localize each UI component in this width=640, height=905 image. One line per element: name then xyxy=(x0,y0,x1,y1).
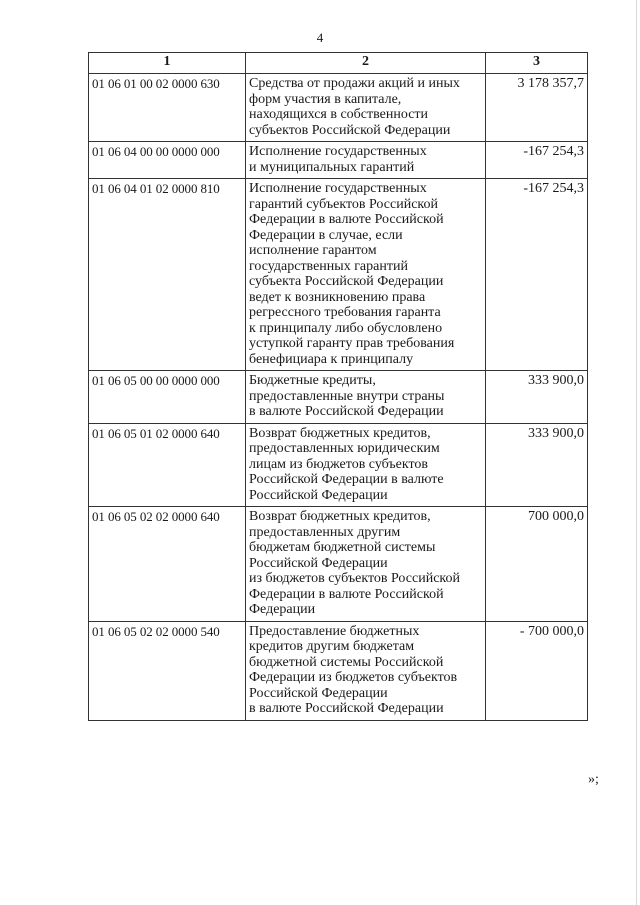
row-amount: 333 900,0 xyxy=(486,423,588,507)
table-row xyxy=(89,621,588,720)
table-header-row xyxy=(89,53,588,74)
row-code: 01 06 05 01 02 0000 640 xyxy=(89,423,246,507)
row-amount: -167 254,3 xyxy=(486,142,588,179)
table-row xyxy=(89,179,588,371)
page-edge-line xyxy=(636,0,637,905)
column-header-code: 1 xyxy=(89,53,246,74)
page-number: 4 xyxy=(316,30,324,45)
table-row xyxy=(89,423,588,507)
table-row xyxy=(89,74,588,142)
table-row xyxy=(89,142,588,179)
row-code: 01 06 04 00 00 0000 000 xyxy=(89,142,246,179)
row-name: Возврат бюджетных кредитов, предоставленных юридическим лицам из бюджетов субъектов Российской Федерации в валюте Российской Федерации xyxy=(246,423,486,507)
column-header-amount: 3 xyxy=(486,53,588,74)
row-code: 01 06 01 00 02 0000 630 xyxy=(89,74,246,142)
row-name: Исполнение государственных гарантий субъектов Российской Федерации в валюте Российской Федерации в случае, если исполнение гарантом государственных гарантий субъекта Российской Федерации ведет к возникновению права регрессного требования гаранта к принципалу либо обусловлено уступкой гаранту прав требования бенефициара к принципалу xyxy=(246,179,486,371)
row-code: 01 06 05 02 02 0000 640 xyxy=(89,507,246,622)
row-name: Средства от продажи акций и иных форм участия в капитале, находящихся в собственности субъектов Российской Федерации xyxy=(246,74,486,142)
table-row xyxy=(89,507,588,622)
row-code: 01 06 05 00 00 0000 000 xyxy=(89,371,246,424)
row-amount: 3 178 357,7 xyxy=(486,74,588,142)
budget-sources-table xyxy=(88,52,588,721)
closing-quote-mark: »; xyxy=(588,772,599,787)
table-row xyxy=(89,371,588,424)
row-name: Бюджетные кредиты, предоставленные внутри страны в валюте Российской Федерации xyxy=(246,371,486,424)
row-name: Предоставление бюджетных кредитов другим бюджетам бюджетной системы Российской Федерации из бюджетов субъектов Российской Федерации в валюте Российской Федерации xyxy=(246,621,486,720)
row-amount: 333 900,0 xyxy=(486,371,588,424)
row-amount: 700 000,0 xyxy=(486,507,588,622)
row-amount: -167 254,3 xyxy=(486,179,588,371)
row-amount: - 700 000,0 xyxy=(486,621,588,720)
row-code: 01 06 05 02 02 0000 540 xyxy=(89,621,246,720)
column-header-name: 2 xyxy=(246,53,486,74)
row-code: 01 06 04 01 02 0000 810 xyxy=(89,179,246,371)
row-name: Возврат бюджетных кредитов, предоставленных другим бюджетам бюджетной системы Российской Федерации из бюджетов субъектов Российской Федерации в валюте Российской Федерации xyxy=(246,507,486,622)
row-name: Исполнение государственных и муниципальных гарантий xyxy=(246,142,486,179)
